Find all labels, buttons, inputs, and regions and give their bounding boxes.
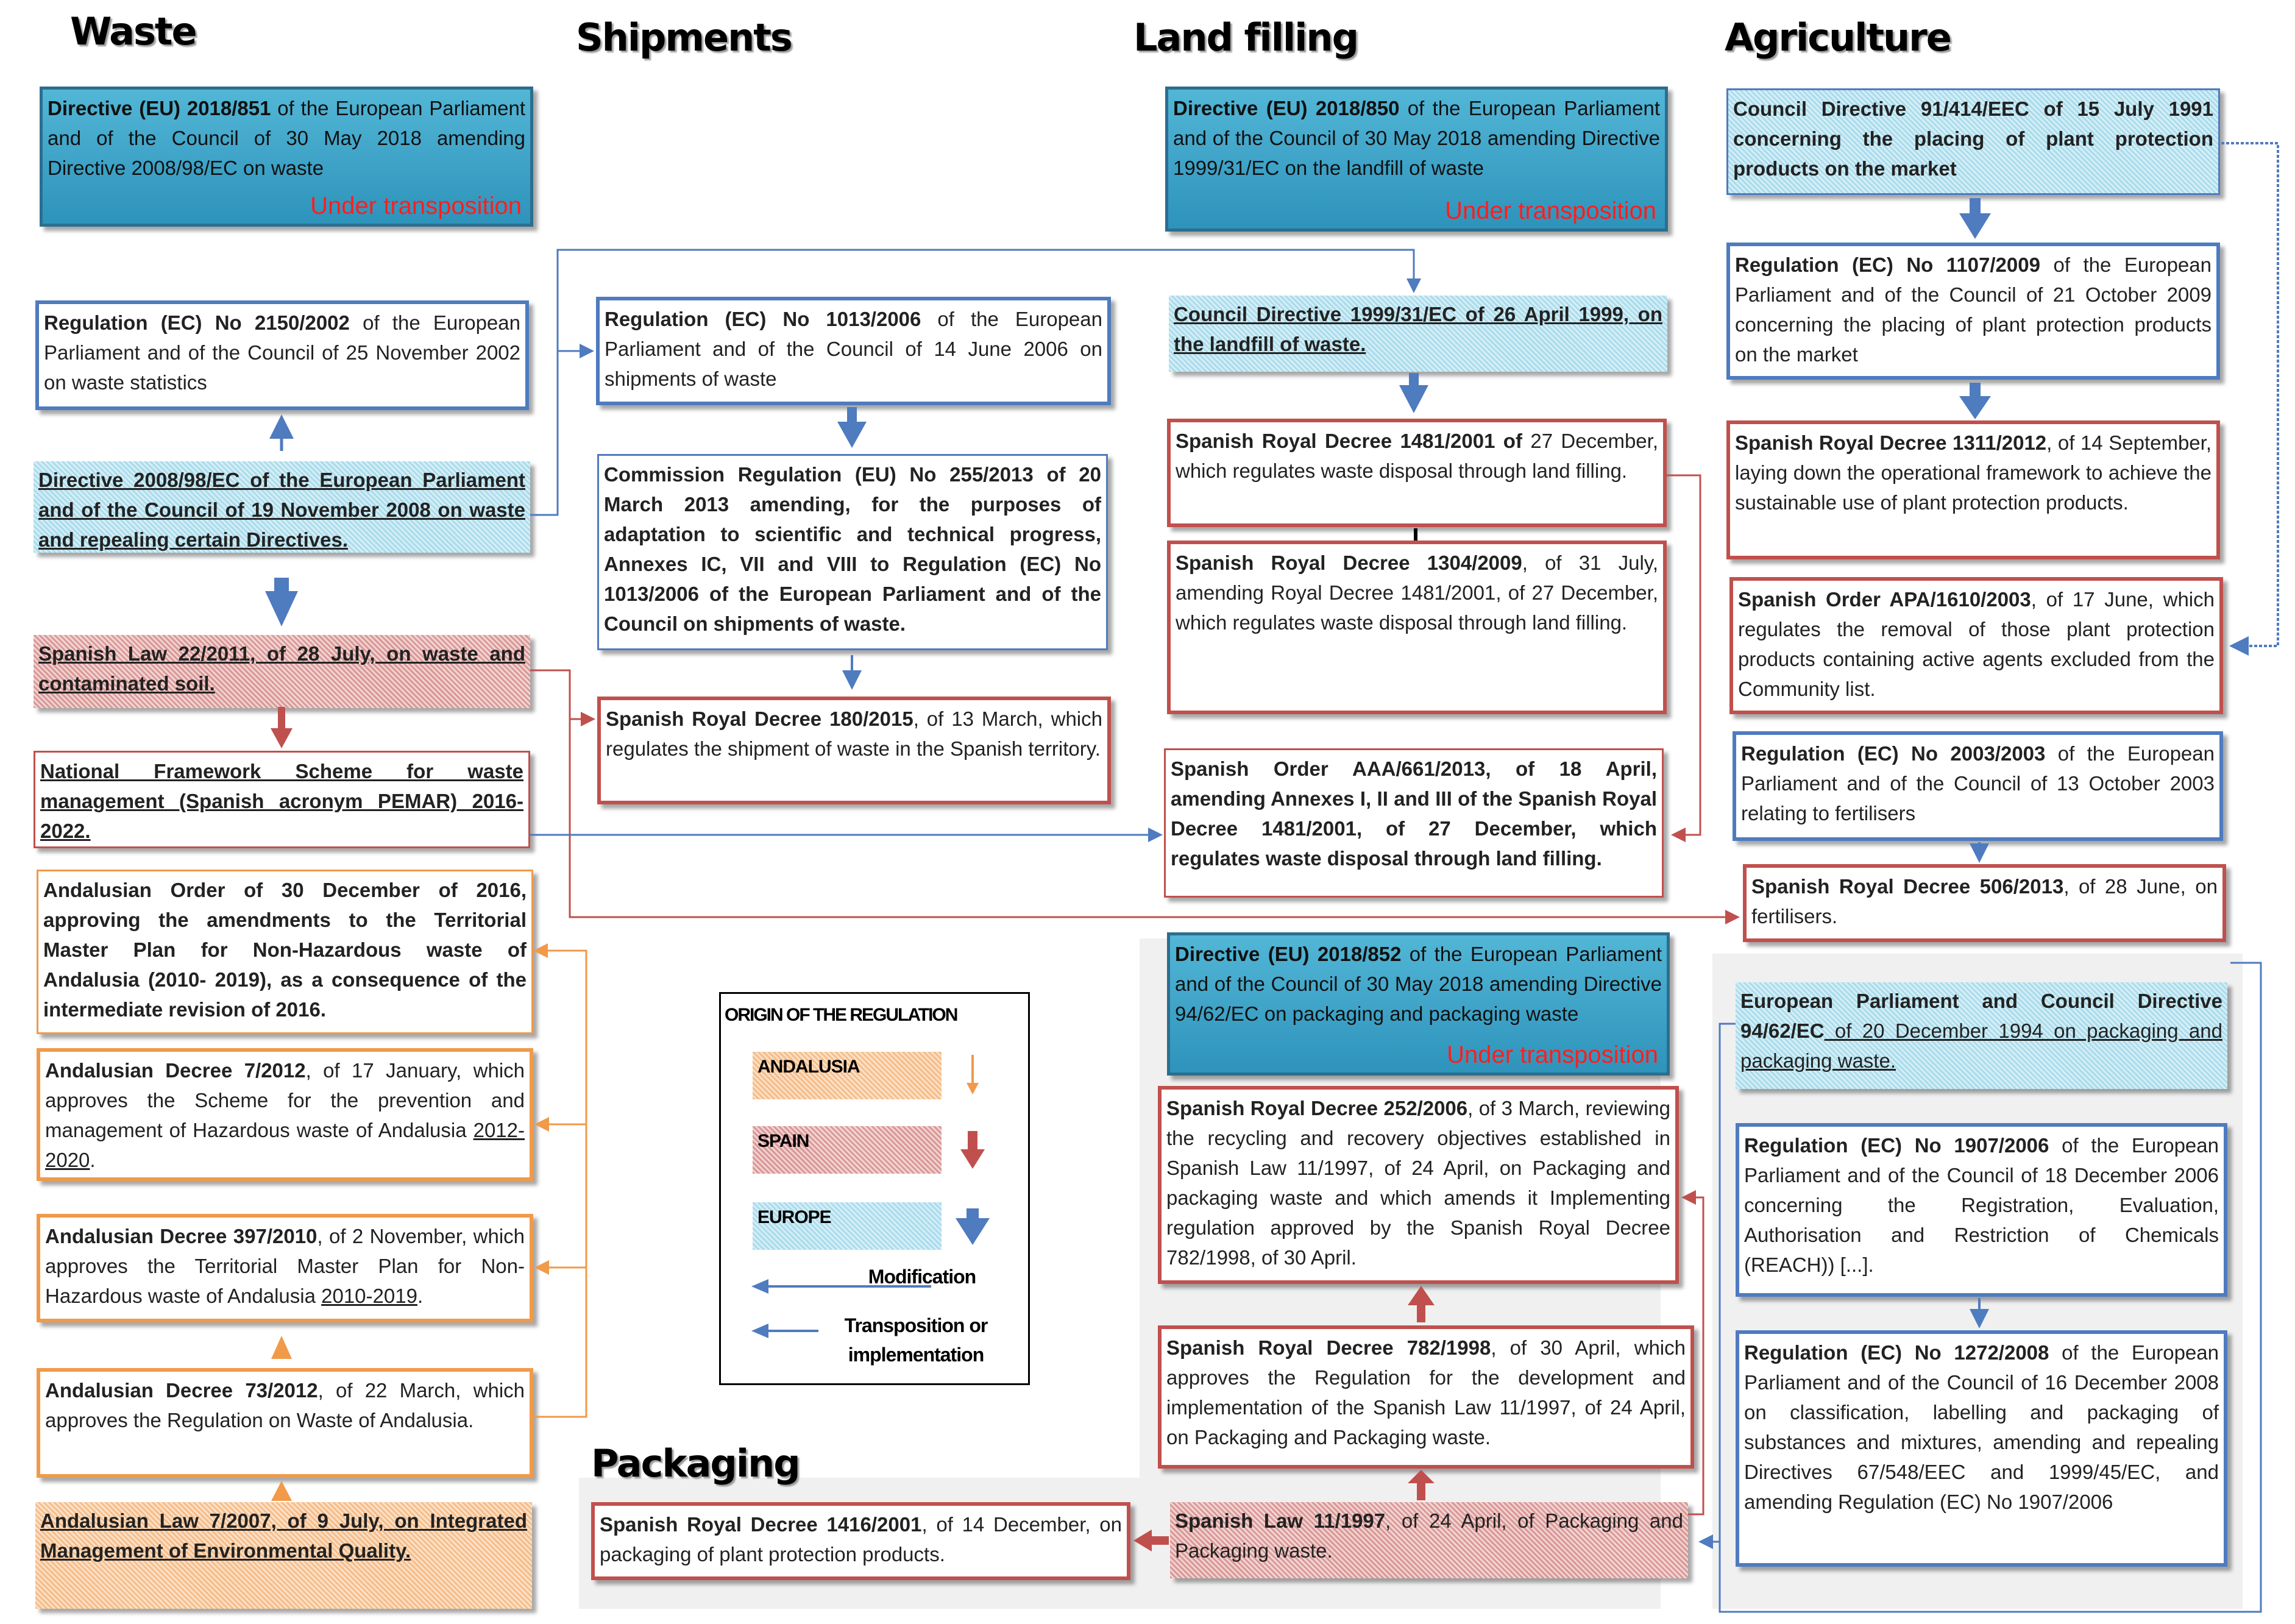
arrow-law-11-to-782-head <box>1408 1470 1435 1483</box>
directive-94-62-box: European Parliament and Council Directive 94/62/EC of 20 December 1994 on packaging and packaging waste. <box>1736 982 2227 1089</box>
arrow-law-11-to-1416-stem <box>1151 1536 1169 1545</box>
andalusian-decree-7-2012-box: Andalusian Decree 7/2012, of 17 January, which approves the Scheme for the prevention and management of Hazardous waste of Andalusia 2012-2020. <box>37 1048 533 1181</box>
spanish-order-apa-1610-2003-box: Spanish Order APA/1610/2003, of 17 June, which regulates the removal of those plant protection products containing active agents excluded from the Community list. <box>1729 577 2223 714</box>
connector-law-22-to-rd-506 <box>570 719 1738 917</box>
header-waste: Waste <box>70 9 196 54</box>
header-packaging: Packaging <box>591 1441 800 1486</box>
pemar-box: National Framework Scheme for waste management (Spanish acronym PEMAR) 2016-2022. <box>34 751 530 848</box>
andalusian-decree-73-2012-box: Andalusian Decree 73/2012, of 22 March, which approves the Regulation on Waste of Andalusia. <box>37 1368 533 1478</box>
directive-2018-851-box: Directive (EU) 2018/851 of the European Parliament and of the Council of 30 May 2018 amending Directive 2008/98/EC on waste Under transposition <box>40 87 533 227</box>
regulation-1107-2009-box: Regulation (EC) No 1107/2009 of the European Parliament and of the Council of 21 October 2009 concerning the placing of plant protection products on the market <box>1726 243 2220 380</box>
arrow-73-2012-to-397-2010 <box>271 1336 292 1359</box>
legend-swatch-spain: SPAIN <box>753 1126 942 1174</box>
royal-decree-782-1998-box: Spanish Royal Decree 782/1998, of 30 April, which approves the Regulation for the development and implementation of the Spanish Law 11/1997, of 24 April, on Packaging and Packaging waste. <box>1158 1325 1694 1469</box>
connector-andalusian-bracket <box>531 951 586 1417</box>
legend-modification-label: Modification <box>868 1266 976 1288</box>
under-transposition-label: Under transposition <box>310 193 522 219</box>
arrow-1107-to-1311-head <box>1959 396 1991 419</box>
regulation-2003-2003-box: Regulation (EC) No 2003/2003 of the European Parliament and of the Council of 13 October 2003 relating to fertilisers <box>1733 731 2223 841</box>
connector-91-414-to-apa-1610 <box>2221 143 2278 646</box>
council-directive-91-414-box: Council Directive 91/414/EEC of 15 July 1991 concerning the placing of plant protection products on the market <box>1726 88 2220 195</box>
legend-title: ORIGIN OF THE REGULATION <box>725 1005 957 1025</box>
royal-decree-1416-2001-box: Spanish Royal Decree 1416/2001, of 14 December, on packaging of plant protection products. <box>591 1502 1130 1580</box>
legend-swatch-andalusia: ANDALUSIA <box>753 1052 942 1099</box>
directive-2018-850-box: Directive (EU) 2018/850 of the European Parliament and of the Council of 30 May 2018 amending Directive 1999/31/EC on the landfill of waste Under transposition <box>1165 87 1668 232</box>
spanish-law-11-1997-box: Spanish Law 11/1997, of 24 April, of Packaging and Packaging waste. <box>1170 1502 1688 1578</box>
royal-decree-252-2006-box: Spanish Royal Decree 252/2006, of 3 March, reviewing the recycling and recovery objectives established in Spanish Law 11/1997, of 24 April, on Packaging and packaging waste and which amends it Implementing regulation approved by the Spanish Royal Decree 782/1998, of 30 April. <box>1158 1086 1679 1284</box>
directive-2008-98-box: Directive 2008/98/EC of the European Parliament and of the Council of 19 November 2008 on waste and repealing certain Directives. <box>34 461 530 553</box>
under-transposition-label: Under transposition <box>1445 197 1656 224</box>
arrow-1013-to-255-head <box>837 422 867 448</box>
arrow-law-11-to-1416-head <box>1133 1530 1152 1551</box>
arrow-2008-98-stem <box>274 578 289 592</box>
spanish-law-22-2011-box: Spanish Law 22/2011, of 28 July, on waste and contaminated soil. <box>34 635 530 708</box>
arrow-91-414-to-1107-head <box>1959 213 1991 239</box>
legend-transposition-label: Transposition or implementation <box>844 1314 988 1366</box>
arrow-law-11-to-782-stem <box>1417 1482 1425 1500</box>
regulation-1907-2006-box: Regulation (EC) No 1907/2006 of the European Parliament and of the Council of 18 December 2006 concerning the Registration, Evaluation, Authorisation and Restriction of Chemicals (REACH)) [...]. <box>1736 1123 2227 1297</box>
arrow-1107-to-1311-stem <box>1970 383 1981 397</box>
header-land-filling: Land filling <box>1133 15 1358 60</box>
arrow-1999-31-to-1481-head <box>1399 385 1428 413</box>
arrow-1013-to-255-stem <box>847 407 857 423</box>
arrow-782-to-252-stem <box>1417 1304 1425 1322</box>
under-transposition-label: Under transposition <box>1447 1041 1658 1068</box>
arrow-law-22-to-pemar-head <box>271 728 293 748</box>
connector-94-62-to-reach <box>1720 963 2261 1612</box>
royal-decree-180-2015-box: Spanish Royal Decree 180/2015, of 13 March, which regulates the shipment of waste in the Spanish territory. <box>597 697 1111 804</box>
arrow-782-to-252-head <box>1408 1286 1435 1305</box>
connector-2008-98-to-1013-2006 <box>530 250 1414 515</box>
spanish-order-661-2013-box: Spanish Order AAA/661/2013, of 18 April, amending Annexes I, II and III of the Spanish Royal Decree 1481/2001, of 27 December, which regulates waste disposal through land filling. <box>1164 748 1664 898</box>
andalusian-law-7-2007-box: Andalusian Law 7/2007, of 9 July, on Integrated Management of Environmental Quality. <box>35 1502 532 1609</box>
header-shipments: Shipments <box>576 15 792 60</box>
royal-decree-1311-2012-box: Spanish Royal Decree 1311/2012, of 14 September, laying down the operational framework to achieve the sustainable use of plant protection products. <box>1726 420 2220 559</box>
council-directive-1999-31-box: Council Directive 1999/31/EC of 26 April 1999, on the landfill of waste. <box>1169 296 1667 372</box>
connector-law-11-to-252 <box>1683 1197 1703 1514</box>
arrow-law-7-2007-to-73-2012 <box>271 1481 292 1501</box>
arrow-1999-31-to-1481-stem <box>1409 373 1419 386</box>
regulation-2150-2002-box: Regulation (EC) No 2150/2002 of the European Parliament and of the Council of 25 November 2002 on waste statistics <box>35 300 529 410</box>
connector-1481-to-order-661 <box>1667 475 1700 835</box>
arrow-91-414-to-1107-stem <box>1970 198 1981 215</box>
royal-decree-1304-2009-box: Spanish Royal Decree 1304/2009, of 31 July, amending Royal Decree 1481/2001, of 27 December, which regulates waste disposal through land filling. <box>1167 541 1667 714</box>
andalusian-decree-397-2010-box: Andalusian Decree 397/2010, of 2 November, which approves the Territorial Master Plan for Non-Hazardous waste of Andalusia 2010-2019. <box>37 1214 533 1322</box>
connector-law-22-to-rd-180 <box>530 670 594 719</box>
andalusian-order-2016-box: Andalusian Order of 30 December of 2016, approving the amendments to the Territorial Master Plan for Non-Hazardous waste of Andalusia (2010- 2019), as a consequence of the intermediate revision of 2016. <box>37 870 533 1034</box>
legend-swatch-europe: EUROPE <box>753 1202 942 1250</box>
regulation-1013-2006-box: Regulation (EC) No 1013/2006 of the European Parliament and of the Council of 14 June 2006 on shipments of waste <box>596 297 1111 405</box>
regulation-1272-2008-box: Regulation (EC) No 1272/2008 of the European Parliament and of the Council of 16 December 2008 on classification, labelling and packaging of substances and mixtures, amending and repealing Directives 67/548/EEC and 1999/45/EC, and amending Regulation (EC) No 1907/2006 <box>1736 1330 2227 1567</box>
arrow-law-22-to-pemar-stem <box>278 707 285 730</box>
commission-regulation-255-2013-box: Commission Regulation (EU) No 255/2013 of 20 March 2013 amending, for the purposes of adaptation to scientific and technical progress, Annexes IC, VII and VIII to Regulation (EC) No 1013/2006 of the European Parliament and of the Council on shipments of waste. <box>597 454 1108 650</box>
connector-94-62-to-law-11 <box>1700 1024 1736 1542</box>
royal-decree-1481-2001-box: Spanish Royal Decree 1481/2001 of 27 December, which regulates waste disposal through land filling. <box>1167 419 1667 527</box>
arrow-2008-98-to-law-22-2011 <box>265 591 298 626</box>
royal-decree-506-2013-box: Spanish Royal Decree 506/2013, of 28 June, on fertilisers. <box>1743 864 2226 942</box>
directive-2018-852-box: Directive (EU) 2018/852 of the European Parliament and of the Council of 30 May 2018 amending Directive 94/62/EC on packaging and packaging waste Under transposition <box>1167 932 1670 1076</box>
header-agriculture: Agriculture <box>1725 15 1951 60</box>
